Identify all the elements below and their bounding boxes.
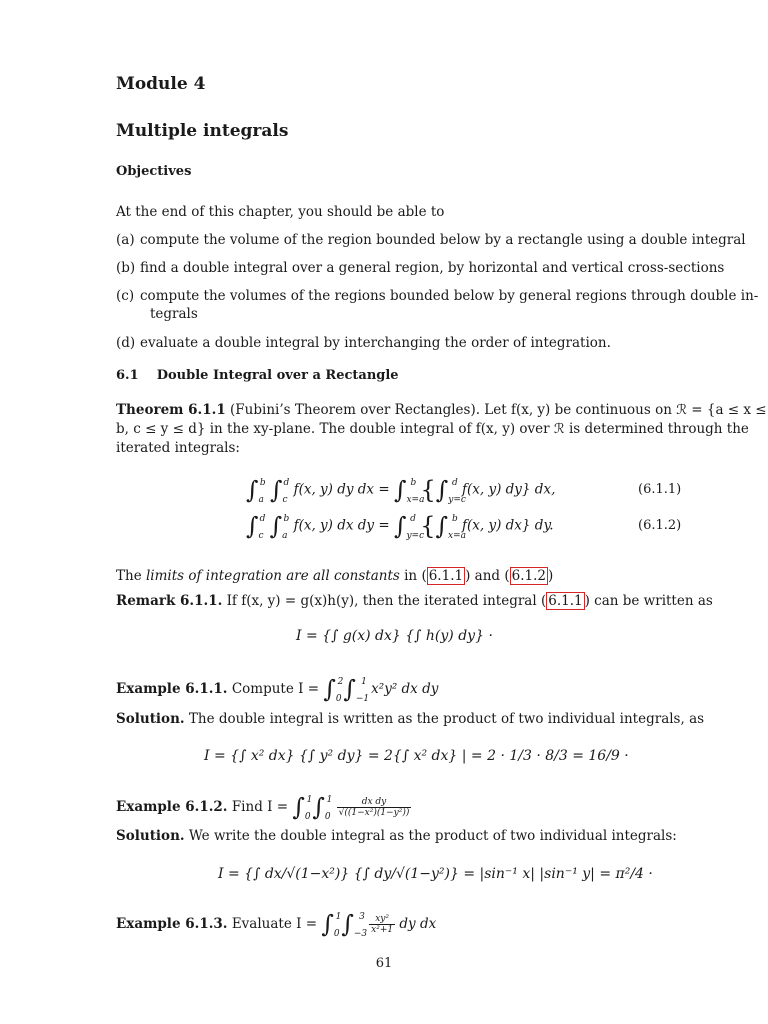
equation-rhs: f(x, y) dx} dy. [462, 517, 554, 534]
equation-lhs: f(x, y) dy dx = [293, 481, 390, 498]
remark-text: If f(x, y) = g(x)h(y), then the iterated integral [226, 593, 541, 609]
example-integrand: x²y² dx dy [371, 681, 439, 697]
remark: Remark 6.1.1. If f(x, y) = g(x)h(y), then the iterated integral ( 6.1.1 ) can be written as [116, 593, 713, 609]
equation-rhs: f(x, y) dy} dx, [462, 481, 556, 498]
equation-6-1-2: $\int_c^d$ $\int_a^b$ f(x, y) dx dy = $\int_{y=c}^d$ {$\int_{x=a}^b$ f(x, y) dx} dy. [246, 512, 554, 541]
objective-label: (a) [116, 232, 135, 248]
example-tail: dy dx [399, 916, 437, 932]
example-6-1-2: Example 6.1.2. Find $I = \int_0^1\int_0^1$ $\frac{\text{dx dy}}{\text{√((1−x²)(1−y²))}}$ [116, 793, 410, 822]
theorem-label: Theorem 6.1.1 [116, 402, 226, 418]
objective-label: (d) [116, 335, 136, 351]
example-text: Find I = [231, 799, 289, 815]
equation-6-1-1: $\int_a^b$ $\int_c^d$ f(x, y) dy dx = $\int_{x=a}^b$ {$\int_{y=c}^d$ f(x, y) dy} dx, [246, 476, 556, 505]
remark-text: can be written as [589, 593, 713, 609]
page-number: 61 [375, 956, 393, 971]
solution-text: We write the double integral as the product of two individual integrals: [188, 828, 677, 844]
objective-item [116, 231, 746, 250]
theorem-line-3: iterated integrals: [116, 440, 240, 456]
objectives-heading: Objectives [116, 164, 192, 179]
equation-lhs: f(x, y) dx dy = [293, 517, 390, 534]
objective-label: (b) [116, 260, 136, 276]
remark-label: Remark 6.1.1. [116, 593, 223, 609]
text: in [399, 568, 422, 584]
theorem-line-2: b, c ≤ y ≤ d} in the xy-plane. The double integral of f(x, y) over ℛ is determined through the [116, 421, 749, 437]
objective-text: evaluate a double integral by interchanging the order of integration. [140, 335, 611, 351]
equation-number: (6.1.2) [638, 518, 682, 533]
theorem-line-1 [116, 401, 767, 420]
objective-text: compute the volume of the region bounded below by a rectangle using a double integral [140, 232, 746, 248]
example-text: Compute I = [231, 681, 320, 697]
section-title: Double Integral over a Rectangle [156, 368, 399, 383]
objective-continuation: tegrals [150, 306, 198, 322]
integrand-fraction: $\frac{\text{dx dy}}{\text{√((1−x²)(1−y²))}}$ [338, 797, 410, 818]
theorem-text-1: Let f(x, y) be continuous on ℛ = {a ≤ x ≤ [484, 402, 767, 418]
objective-item [116, 334, 611, 353]
solution-equation: I = {∫ dx/√(1−x²)} {∫ dy/√(1−y²)} = |sin⁻¹ x| |sin⁻¹ y| = π²/4 · [218, 866, 653, 882]
solution-label: Solution. [116, 828, 185, 844]
example-6-1-1: Example 6.1.1. Compute $I = \int_0^2\int_{-1}^1$ x²y² dx dy [116, 675, 439, 704]
section-number: 6.1 [116, 368, 139, 383]
example-label: Example 6.1.1. [116, 681, 228, 697]
emphasis-text: limits of integration are all constants [145, 568, 400, 584]
chapter-title: Multiple integrals [116, 121, 289, 141]
text: and [470, 568, 505, 584]
limits-note: The limits of integration are all constants in ( 6.1.1 ) and ( 6.1.2 ) [116, 568, 554, 584]
objective-text: compute the volumes of the regions bounded below by general regions through double in- [140, 288, 759, 304]
solution-label: Solution. [116, 711, 185, 727]
objective-item [116, 287, 758, 306]
objective-text: find a double integral over a general region, by horizontal and vertical cross-sections [140, 260, 725, 276]
objectives-intro: At the end of this chapter, you should be able to [116, 204, 445, 220]
module-title: Module 4 [116, 74, 206, 94]
solution-text: The double integral is written as the product of two individual integrals, as [188, 711, 705, 727]
example-label: Example 6.1.2. [116, 799, 228, 815]
equation-number: (6.1.1) [638, 482, 682, 497]
solution-equation: I = {∫ x² dx} {∫ y² dy} = 2{∫ x² dx} | = 2 · 1/3 · 8/3 = 16/9 · [204, 748, 629, 764]
objective-item [116, 259, 724, 278]
integrand-fraction: $\frac{\text{xy²}}{\text{x²+1}}$ [371, 914, 394, 935]
equation-ref-link[interactable]: 6.1.1 [428, 568, 464, 584]
text: ) [547, 568, 554, 584]
example-6-1-3: Example 6.1.3. Evaluate $I = \int_0^1\int_{-3}^3$ $\frac{\text{xy²}}{\text{x²+1}}$ dy dx [116, 910, 437, 939]
objective-label: (c) [116, 288, 135, 304]
solution-6-1-2 [116, 827, 677, 846]
example-label: Example 6.1.3. [116, 916, 228, 932]
equation-ref-link[interactable]: 6.1.2 [511, 568, 546, 584]
section-heading [116, 366, 399, 385]
theorem-name: (Fubini’s Theorem over Rectangles). [230, 402, 480, 418]
text: The [116, 568, 146, 584]
equation-ref-link[interactable]: 6.1.1 [548, 593, 583, 609]
solution-6-1-1 [116, 710, 704, 729]
remark-equation: I = {∫ g(x) dx} {∫ h(y) dy} · [296, 628, 493, 644]
example-text: Evaluate I = [231, 916, 318, 932]
